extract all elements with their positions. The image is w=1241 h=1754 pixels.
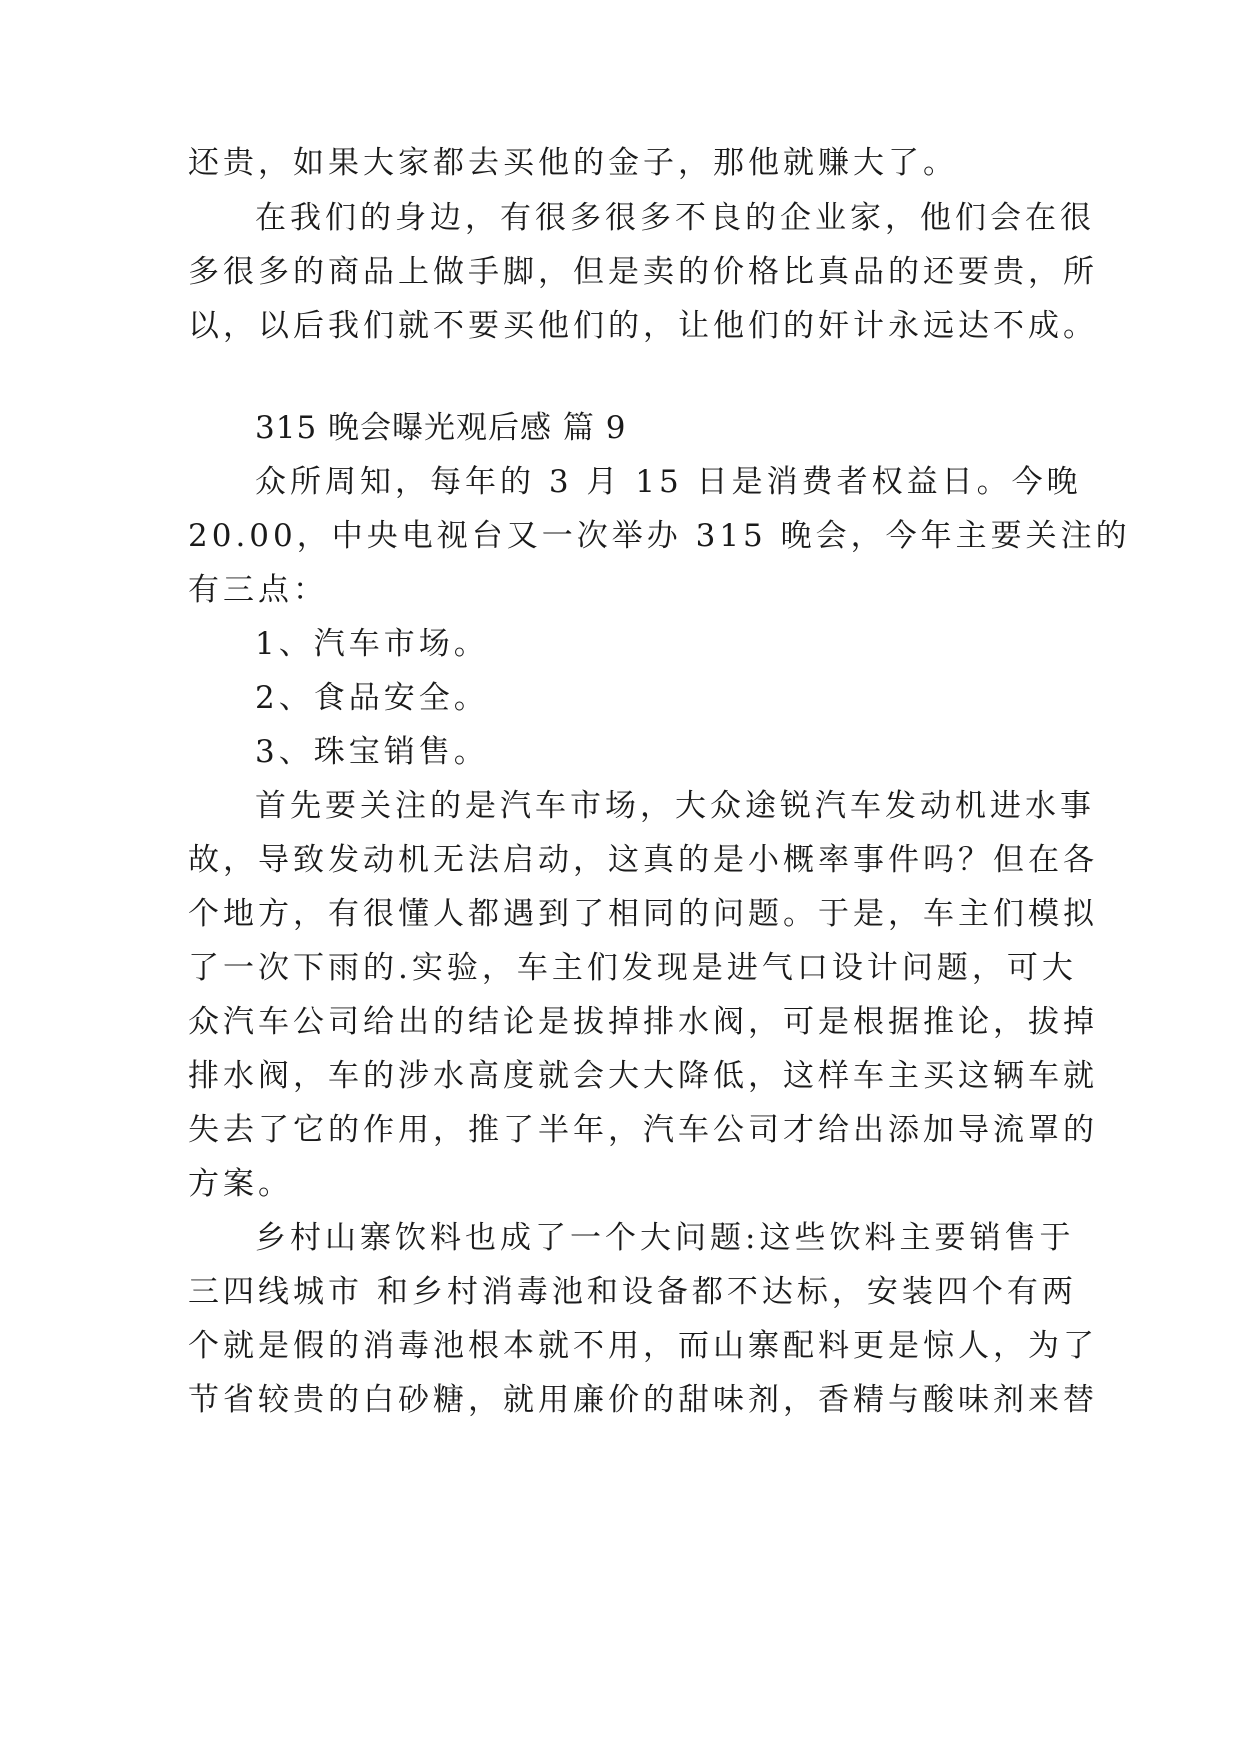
text-line: 排水阀，车的涉水高度就会大大降低，这样车主买这辆车就 — [188, 1058, 1098, 1094]
text-line: 了一次下雨的.实验，车主们发现是进气口设计问题，可大 — [188, 950, 1077, 986]
section-heading: 315 晚会曝光观后感 篇 9 — [255, 410, 627, 446]
text-line: 故，导致发动机无法启动，这真的是小概率事件吗？但在各 — [188, 842, 1098, 878]
list-item: 1、汽车市场。 — [255, 626, 489, 662]
text-line: 节省较贵的白砂糖，就用廉价的甜味剂，香精与酸味剂来替 — [188, 1382, 1098, 1418]
text-line: 20.00，中央电视台又一次举办 315 晚会，今年主要关注的 — [188, 518, 1131, 554]
text-line: 以，以后我们就不要买他们的，让他们的奸计永远达不成。 — [188, 308, 1098, 344]
list-item: 3、珠宝销售。 — [255, 734, 489, 770]
text-line: 方案。 — [188, 1166, 293, 1202]
paragraph-line: 乡村山寨饮料也成了一个大问题:这些饮料主要销售于 — [255, 1220, 1075, 1256]
text-line: 有三点： — [188, 572, 328, 608]
text-line: 众汽车公司给出的结论是拔掉排水阀，可是根据推论，拔掉 — [188, 1004, 1098, 1040]
paragraph-line: 众所周知，每年的 3 月 15 日是消费者权益日。今晚 — [255, 464, 1082, 500]
text-line: 三四线城市 和乡村消毒池和设备都不达标，安装四个有两 — [188, 1274, 1077, 1310]
text-line: 还贵，如果大家都去买他的金子，那他就赚大了。 — [188, 145, 958, 181]
text-line: 多很多的商品上做手脚，但是卖的价格比真品的还要贵，所 — [188, 254, 1098, 290]
text-line: 失去了它的作用，推了半年，汽车公司才给出添加导流罩的 — [188, 1112, 1098, 1148]
paragraph-line: 首先要关注的是汽车市场，大众途锐汽车发动机进水事 — [255, 788, 1095, 824]
text-line: 个地方，有很懂人都遇到了相同的问题。于是，车主们模拟 — [188, 896, 1098, 932]
paragraph-line: 在我们的身边，有很多很多不良的企业家，他们会在很 — [255, 200, 1095, 236]
text-line: 个就是假的消毒池根本就不用，而山寨配料更是惊人，为了 — [188, 1328, 1098, 1364]
list-item: 2、食品安全。 — [255, 680, 489, 716]
